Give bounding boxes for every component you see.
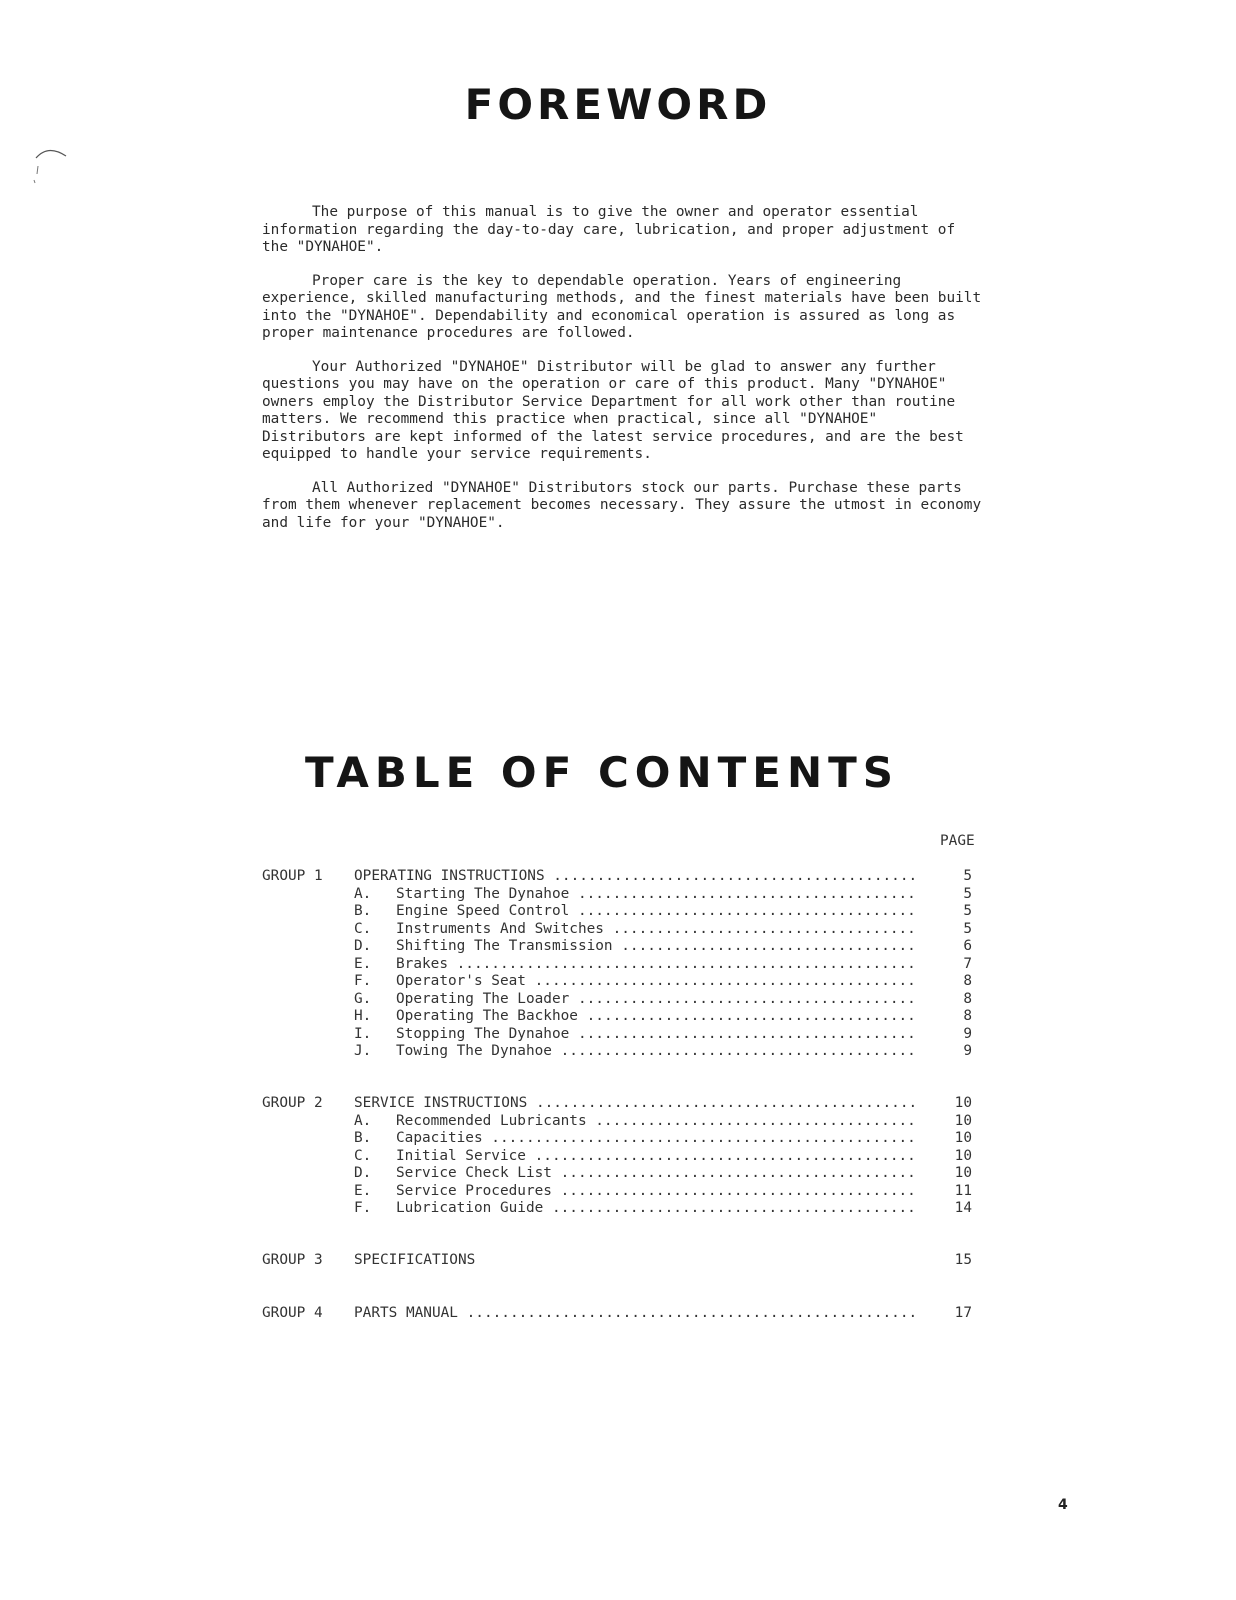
toc-item-row [262,956,982,974]
toc-item-title: Service Check List ..... [396,1165,916,1183]
toc-page-number: 8 [963,1008,972,1024]
toc-item-row [262,1165,982,1183]
toc-page-number: 11 [954,1182,972,1199]
toc-group-row [262,868,982,886]
toc-item-title: Instruments And Switches ..... [396,921,916,939]
toc-title: TABLE OF CONTENTS [304,748,900,797]
toc-page-number: 9 [963,1043,972,1059]
toc-group-label: GROUP 4 [262,1305,323,1321]
foreword-paragraph: Proper care is the key to dependable operation. Years of engineering experience, skilled manufacturing methods, and the finest materials have been built into the "DYNAHOE". Dependability and economical operation is assured as long as proper maintenance procedures are followed. [262,272,990,341]
toc-group-label: GROUP 2 [262,1095,323,1111]
toc-page-number: 8 [963,973,972,989]
toc-item-title: Brakes ..... [396,956,916,974]
toc-item-title: Towing The Dynahoe ..... [396,1043,916,1061]
toc-item-letter: I. [354,1025,372,1042]
toc-item-row [262,1183,982,1201]
toc-item-row [262,1130,982,1148]
toc-item-title: Recommended Lubricants ..... [396,1113,916,1131]
page-number: 4 [1058,1497,1068,1513]
toc-item-title: Stopping The Dynahoe ..... [396,1026,916,1044]
toc-item-row [262,938,982,956]
toc-group-2 [262,1095,982,1218]
toc-item-letter: F. [354,973,372,989]
foreword-body [262,204,990,548]
toc-item-letter: E. [354,955,372,972]
toc-item-row [262,903,982,921]
toc-item-row [262,991,982,1009]
toc-item-letter: C. [354,1147,372,1164]
toc-item-letter: H. [354,1008,372,1024]
toc-page-number: 7 [963,955,972,972]
toc-page-column-header: PAGE [940,833,975,849]
toc-item-letter: E. [354,1182,372,1199]
toc-item-letter: B. [354,903,372,919]
toc-item-title: Operating The Backhoe ..... [396,1008,916,1026]
toc-page-number: 17 [954,1305,972,1321]
toc-page-number: 5 [963,885,972,902]
foreword-title: FOREWORD [464,80,772,129]
toc-group-title: SPECIFICATIONS [354,1252,476,1268]
toc-item-title: Operating The Loader ..... [396,991,916,1009]
toc-page-number: 10 [954,1112,972,1129]
toc-group-1 [262,868,982,1061]
toc-page-number: 14 [954,1200,972,1216]
toc-item-row [262,973,982,991]
toc-page-number: 10 [954,1165,972,1181]
torn-corner-mark [32,146,68,186]
toc-item-title: Service Procedures ..... [396,1183,916,1201]
foreword-paragraph: The purpose of this manual is to give the owner and operator essential information regarding the day-to-day care, lubrication, and proper adjustment of the "DYNAHOE". [262,204,964,255]
toc-page-number: 6 [963,938,972,954]
toc-item-title: Engine Speed Control ..... [396,903,916,921]
toc-item-row [262,1113,982,1131]
toc-page-number: 5 [963,868,972,884]
toc-item-title: Operator's Seat ..... [396,973,916,991]
toc-page-number: 10 [954,1130,972,1146]
toc-item-letter: D. [354,938,372,954]
foreword-paragraph: All Authorized "DYNAHOE" Distributors stock our parts. Purchase these parts from them whenever replacement becomes necessary. They assure the utmost in economy and life for your "DYNAHOE". [262,479,990,531]
toc-page-number: 15 [954,1252,972,1268]
toc-item-title: Initial Service ..... [396,1148,916,1166]
toc-group-title: PARTS MANUAL ..... [354,1305,916,1323]
toc-item-letter: F. [354,1200,372,1216]
toc-item-letter: B. [354,1130,372,1146]
toc-item-title: Capacities ..... [396,1130,916,1148]
foreword-paragraph: Your Authorized "DYNAHOE" Distributor will be glad to answer any further questions you may have on the operation or care of this product. Many "DYNAHOE" owners employ the Distributor Service Department for all work other than routine matters. We recommend this practice when practical, since all "DYNAHOE" Distributors are kept informed of the latest service procedures, and are the best equipped to handle your service requirements. [262,358,973,462]
toc-item-row [262,1200,982,1218]
toc-item-row [262,1026,982,1044]
toc-page-number: 8 [963,990,972,1007]
toc-item-row [262,1008,982,1026]
toc-item-letter: A. [354,885,372,902]
toc-group-title: SERVICE INSTRUCTIONS ..... [354,1095,916,1113]
toc-item-letter: C. [354,920,372,937]
toc-group-title: OPERATING INSTRUCTIONS ..... [354,868,916,886]
toc-group-label: GROUP 3 [262,1252,323,1268]
toc-page-number: 10 [954,1095,972,1111]
toc-group-label: GROUP 1 [262,868,323,884]
toc-page-number: 5 [963,903,972,919]
toc-item-row [262,1043,982,1061]
toc-group-row [262,1252,982,1270]
toc-item-letter: G. [354,990,372,1007]
toc-page-number: 5 [963,920,972,937]
toc-item-letter: D. [354,1165,372,1181]
toc-item-title: Lubrication Guide ..... [396,1200,916,1218]
toc-group-row [262,1095,982,1113]
toc-item-row [262,921,982,939]
toc-group-3 [262,1252,982,1270]
toc-page-number: 10 [954,1147,972,1164]
toc-item-row [262,1148,982,1166]
toc-item-letter: J. [354,1043,372,1059]
toc-item-row [262,886,982,904]
toc-item-letter: A. [354,1112,372,1129]
toc-group-row [262,1305,982,1323]
toc-item-title: Shifting The Transmission ..... [396,938,916,956]
toc-group-4 [262,1305,982,1323]
toc-item-title: Starting The Dynahoe ..... [396,886,916,904]
toc-page-number: 9 [963,1025,972,1042]
